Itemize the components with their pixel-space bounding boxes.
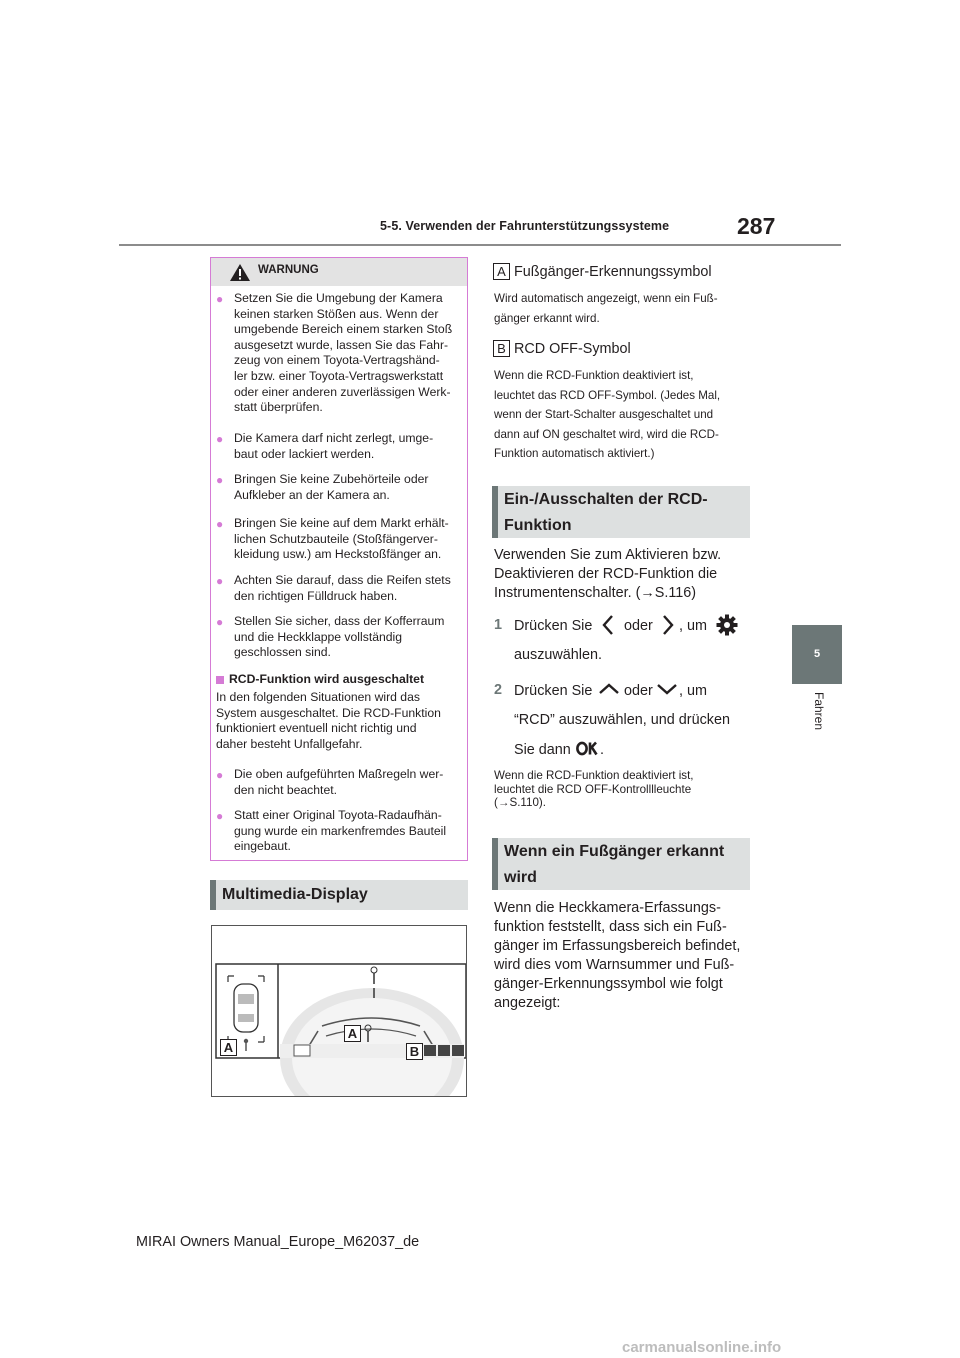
section-heading-multimedia: Multimedia-Display <box>210 880 468 910</box>
step1-text-c: , um <box>679 618 707 634</box>
camera-display-illustration <box>212 926 466 1096</box>
b-title: RCD OFF-Symbol <box>514 341 631 357</box>
header-divider <box>119 244 841 246</box>
step2-text-f: . <box>600 742 604 758</box>
chapter-tab[interactable]: 5 <box>792 625 842 684</box>
page-number: 287 <box>737 213 776 239</box>
step1-text-b: oder <box>624 618 653 634</box>
warning-triangle-icon <box>229 263 251 282</box>
chevron-up-icon <box>598 682 620 696</box>
chapter-label-text: Fahren <box>812 692 826 731</box>
b-text: Wenn die RCD-Funktion deaktiviert ist, leuchtet das RCD OFF-Symbol. (Jedes Mal, wenn der Start-Schalter ausgeschaltet und dann auf ON geschaltet wird, wird die RCD- Funktion automatisch aktiviert.) <box>494 369 721 460</box>
chevron-left-icon <box>601 614 615 636</box>
chevron-right-icon <box>661 614 675 636</box>
section-heading-toggle: Ein-/Ausschalten der RCD- Funktion <box>492 486 750 538</box>
note-text: Wenn die RCD-Funktion deaktiviert ist, leuchtet die RCD OFF-Kontrolllleuchte (→S.110). <box>494 769 694 810</box>
warning-title: WARNUNG <box>258 264 319 276</box>
intro-text: Verwenden Sie zum Aktivieren bzw. Deaktivieren der RCD-Funktion die Instrumentenschalter. (→S.116) <box>494 547 722 601</box>
step2-text-d: “RCD” auszuwählen, und drücken <box>514 712 730 728</box>
multimedia-display-figure <box>211 925 467 1097</box>
watermark: carmanualsonline.info <box>622 1339 782 1356</box>
chapter-label <box>808 692 828 752</box>
step1-text-d: auszuwählen. <box>514 647 603 663</box>
label-b-right: B <box>493 340 510 357</box>
step2-text-b: oder <box>624 683 653 699</box>
outro-text: Wenn die Heckkamera-Erfassungs- funktion feststellt, dass sich ein Fuß- gänger im Erfassungsbereich befindet, wird dies vom Warnsummer und Fuß- gänger-Erkennungssymbol wie folgt angezeigt: <box>494 900 741 1011</box>
warning-subhead: RCD-Funktion wird ausgeschaltet <box>229 672 425 686</box>
gear-icon <box>716 614 738 636</box>
label-a: A <box>493 263 510 280</box>
step2-text-a: Drücken Sie <box>514 683 593 699</box>
step2-text-c: , um <box>679 683 707 699</box>
step-number: 1 <box>494 617 503 633</box>
label-b: B <box>406 1043 423 1060</box>
step-number: 2 <box>494 682 503 698</box>
a-title: Fußgänger-Erkennungssymbol <box>514 264 712 280</box>
footer-manual-name: MIRAI Owners Manual_Europe_M62037_de <box>136 1234 420 1250</box>
label-a-left: A <box>220 1039 237 1056</box>
section-title: 5-5. Verwenden der Fahrunterstützungssysteme <box>380 219 670 233</box>
step2-text-e: Sie dann <box>514 742 571 758</box>
section-heading-pedestrian: Wenn ein Fußgänger erkannt wird <box>492 838 750 890</box>
warning-subtext: In den folgenden Situationen wird das System ausgeschaltet. Die RCD-Funktion funktioniert eventuell nicht richtig und daher besteht Unfallgefahr. <box>216 690 441 751</box>
subhead-square-icon <box>216 676 224 684</box>
chevron-down-icon <box>656 682 678 696</box>
ok-icon <box>576 741 598 756</box>
a-text: Wird automatisch angezeigt, wenn ein Fuß- gänger erkannt wird. <box>494 292 718 325</box>
label-a-center: A <box>344 1025 361 1042</box>
step1-text-a: Drücken Sie <box>514 618 593 634</box>
